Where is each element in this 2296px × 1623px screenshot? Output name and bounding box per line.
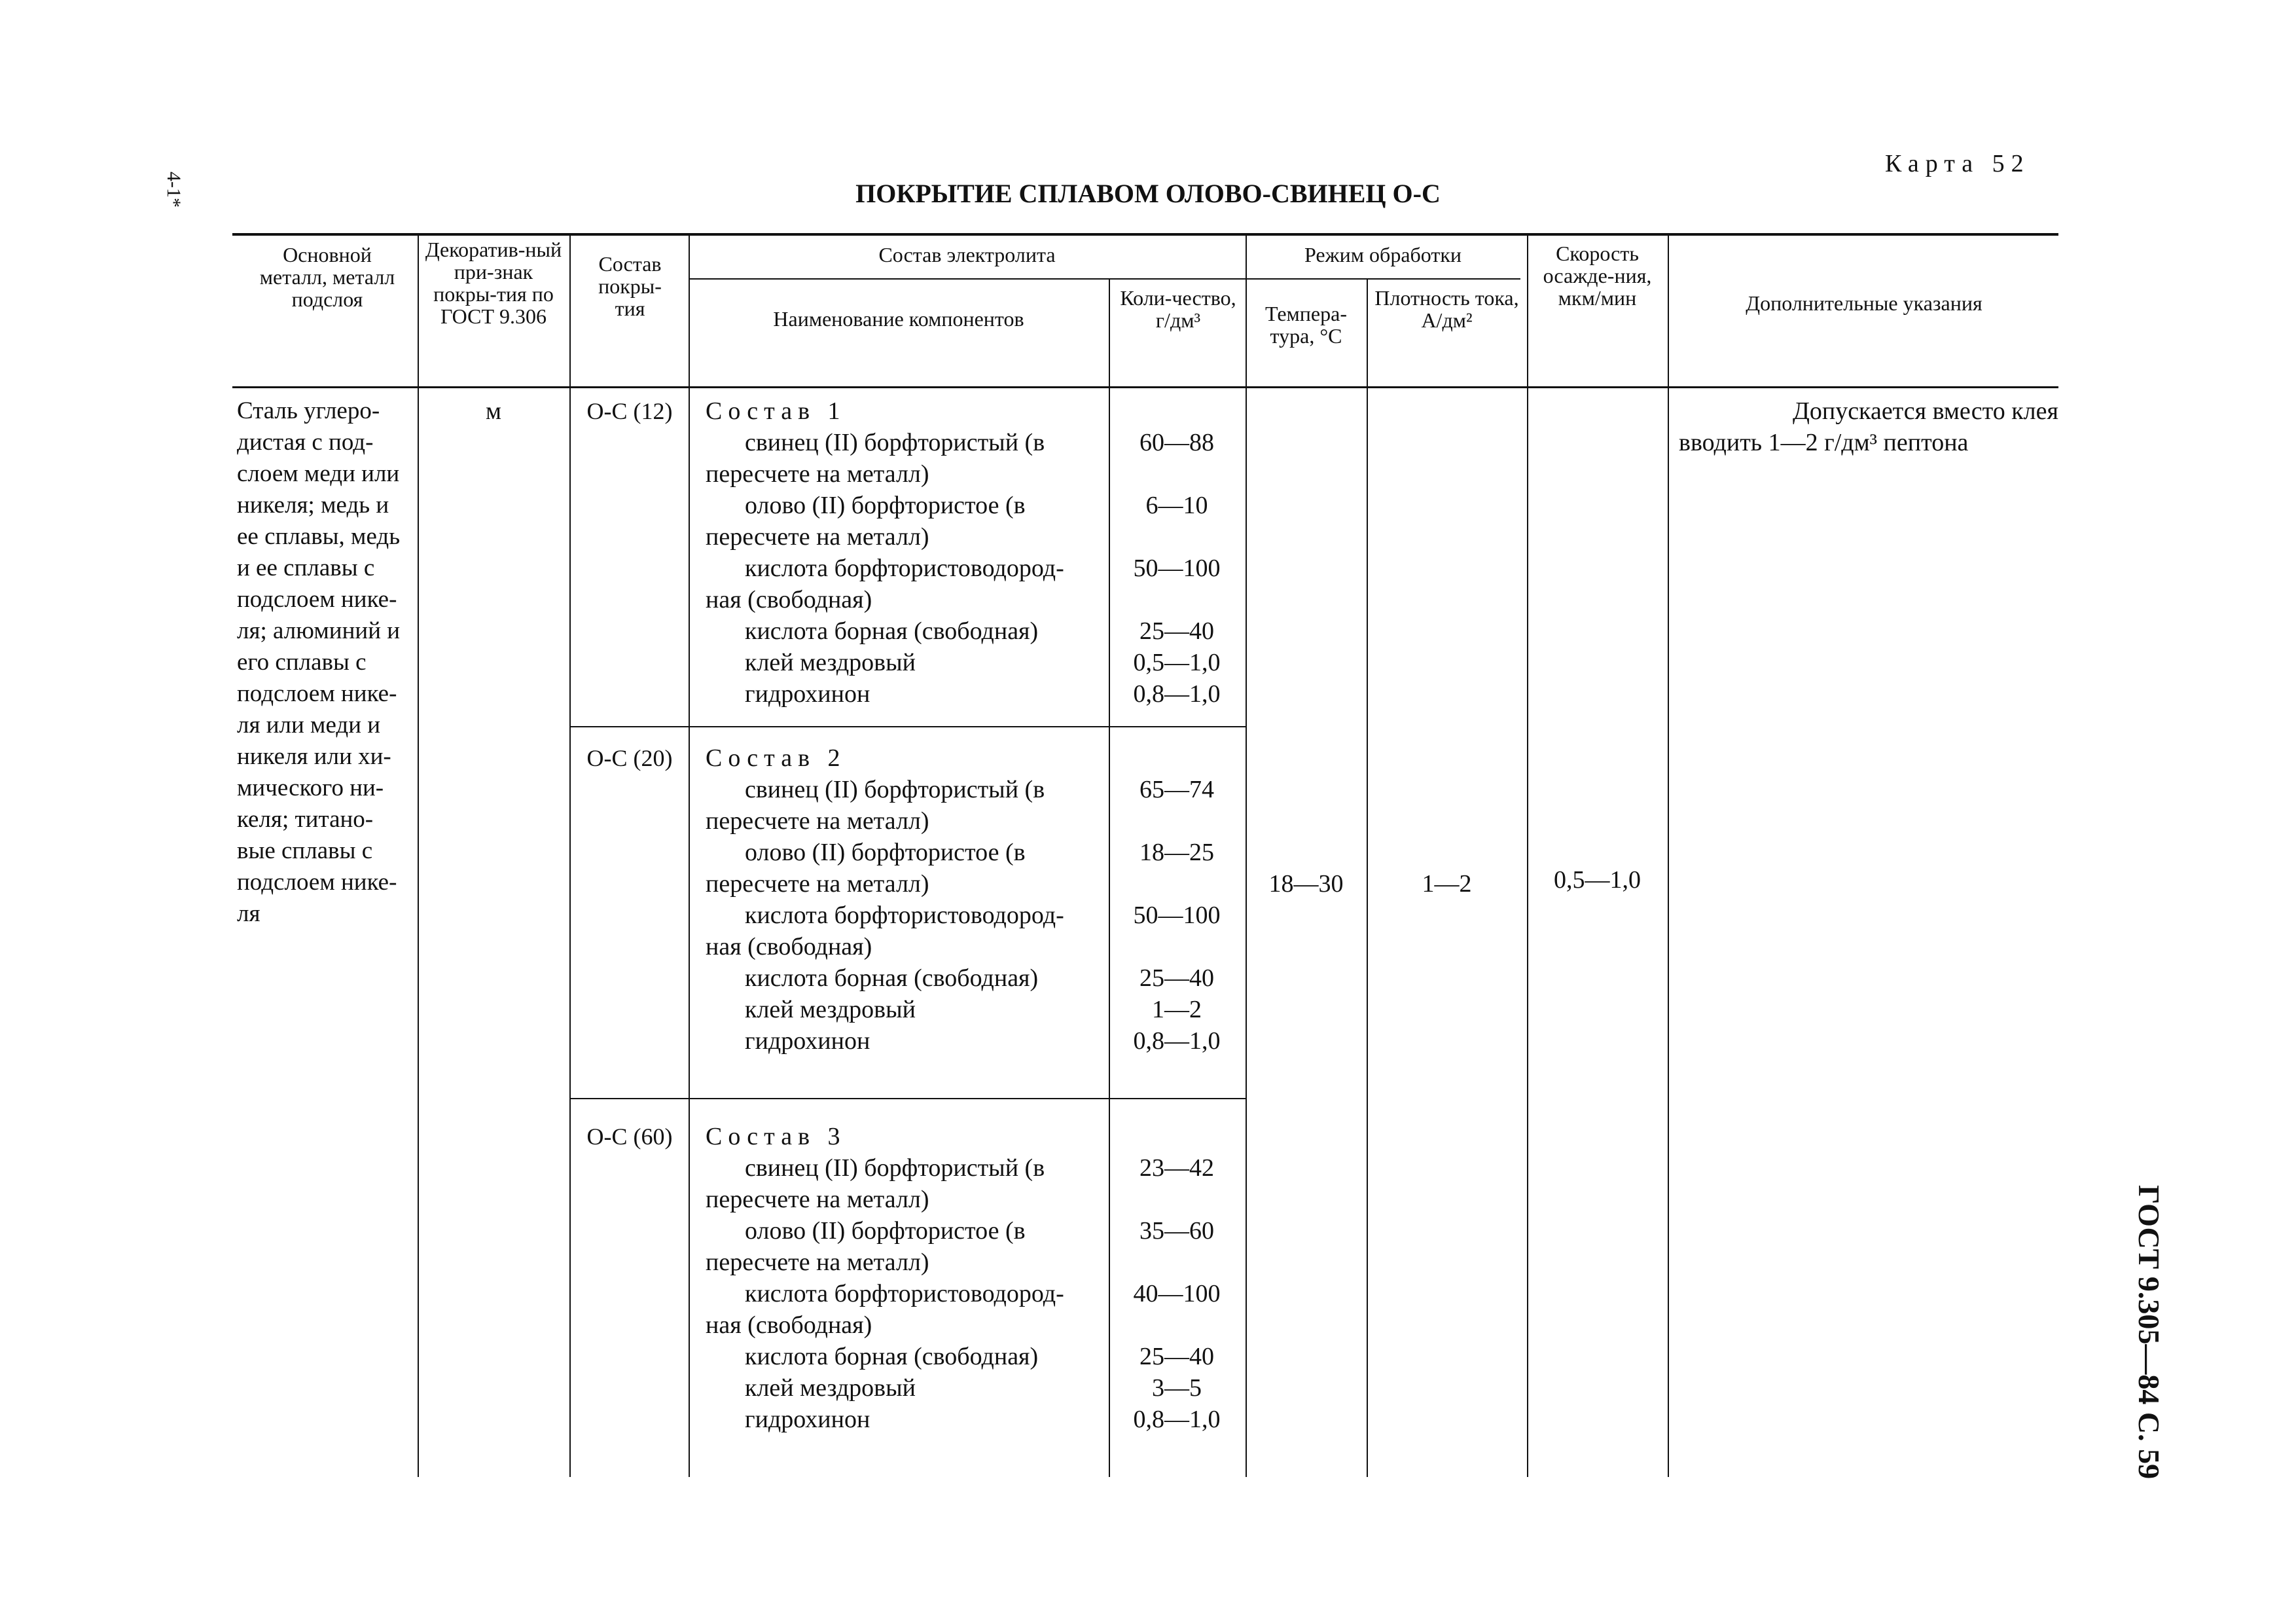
header-base-metal: Основной металл, металл подслоя	[259, 243, 395, 311]
header-electrolyte: Состав электролита	[878, 243, 1056, 266]
header-notes: Дополнительные указания	[1746, 291, 1982, 315]
component-line: ная (свободная)	[706, 933, 872, 960]
component-quantity: 40—100	[1133, 1280, 1221, 1307]
component-line: гидрохинон	[745, 1027, 870, 1055]
composition-title: Состав 1	[706, 397, 846, 425]
component-line: пересчете на металл)	[706, 870, 929, 898]
column-rule-4	[1109, 278, 1110, 1477]
header-bottom-rule	[232, 386, 2058, 388]
base-metal-line: келя; титано-	[237, 806, 374, 833]
coating-code: О-С (20)	[586, 745, 673, 771]
component-line: олово (II) борфтористое (в	[745, 492, 1026, 519]
component-line: кислота борфтористоводород-	[745, 1280, 1064, 1307]
component-line: кислота борная (свободная)	[745, 617, 1039, 645]
component-line: пересчете на металл)	[706, 1186, 929, 1213]
group-separator-2	[569, 1098, 1246, 1099]
column-rule-6	[1367, 278, 1368, 1477]
base-metal-line: и ее сплавы с	[237, 555, 375, 581]
page-title: ПОКРЫТИЕ СПЛАВОМ ОЛОВО-СВИНЕЦ О-С	[855, 179, 1441, 208]
column-rule-3	[689, 233, 690, 1477]
component-line: ная (свободная)	[706, 586, 872, 613]
column-rule-7	[1527, 233, 1528, 1477]
note-line: Допускается вместо клея	[1792, 397, 2058, 425]
composition-title: Состав 3	[706, 1123, 846, 1150]
component-quantity: 3—5	[1152, 1374, 1202, 1402]
header-density: Плотность тока, А/дм²	[1374, 286, 1519, 332]
component-line: ная (свободная)	[706, 1311, 872, 1339]
coating-code: О-С (12)	[586, 398, 673, 424]
base-metal-line: мического ни-	[237, 775, 384, 801]
header-decorative: Декоратив-ный при-знак покры-тия по ГОСТ 9.306	[425, 238, 562, 328]
electrolyte-subheader-rule	[689, 278, 1246, 280]
component-quantity: 25—40	[1139, 617, 1214, 645]
component-line: кислота борфтористоводород-	[745, 902, 1064, 929]
column-rule-1	[418, 233, 419, 1477]
component-line: кислота борфтористоводород-	[745, 555, 1064, 582]
component-line: пересчете на металл)	[706, 1249, 929, 1276]
component-quantity: 0,8—1,0	[1133, 680, 1221, 708]
header-temperature: Темпера-тура, °С	[1265, 302, 1347, 348]
base-metal-line: ее сплавы, медь	[237, 523, 401, 550]
component-quantity: 1—2	[1152, 996, 1202, 1023]
component-quantity: 35—60	[1139, 1217, 1214, 1245]
base-metal-line: подслоем нике-	[237, 586, 397, 613]
component-quantity: 0,8—1,0	[1133, 1027, 1221, 1055]
base-metal-line: никеля; медь и	[237, 492, 389, 519]
base-metal-line: Сталь углеро-	[237, 397, 380, 424]
card-label: Карта 52	[1885, 150, 2030, 177]
deposition-speed-value: 0,5—1,0	[1554, 866, 1641, 894]
header-mode: Режим обработки	[1304, 243, 1462, 266]
base-metal-line: дистая с под-	[237, 429, 374, 456]
component-quantity: 50—100	[1133, 902, 1221, 929]
base-metal-line: подслоем нике-	[237, 680, 397, 707]
column-rule-2	[569, 233, 571, 1477]
base-metal-line: подслоем нике-	[237, 869, 397, 896]
temperature-value: 18—30	[1268, 870, 1344, 898]
base-metal-line: слоем меди или	[237, 460, 400, 487]
component-line: пересчете на металл)	[706, 523, 929, 551]
header-quantity: Коли-чество, г/дм³	[1120, 286, 1236, 332]
group-separator-1	[569, 726, 1246, 727]
component-quantity: 6—10	[1145, 492, 1208, 519]
mode-subheader-rule	[1246, 278, 1520, 280]
component-line: пересчете на металл)	[706, 807, 929, 835]
component-line: свинец (II) борфтористый (в	[745, 429, 1045, 456]
component-quantity: 18—25	[1139, 839, 1214, 866]
component-line: кислота борная (свободная)	[745, 964, 1039, 992]
component-quantity: 50—100	[1133, 555, 1221, 582]
component-line: пересчете на металл)	[706, 460, 929, 488]
base-metal-line: вые сплавы с	[237, 837, 373, 864]
component-quantity: 60—88	[1139, 429, 1214, 456]
standard-reference: ГОСТ 9.305—84 С. 59	[2132, 1185, 2166, 1480]
component-quantity: 23—42	[1139, 1154, 1214, 1182]
component-line: кислота борная (свободная)	[745, 1343, 1039, 1370]
header-speed: Скорость осажде-ния, мкм/мин	[1543, 242, 1652, 310]
base-metal-line: ля	[237, 900, 260, 927]
current-density-value: 1—2	[1422, 870, 1472, 898]
component-quantity: 65—74	[1139, 776, 1214, 803]
component-line: гидрохинон	[745, 680, 870, 708]
base-metal-line: никеля или хи-	[237, 743, 391, 770]
component-quantity: 25—40	[1139, 964, 1214, 992]
decorative-mark: м	[485, 397, 502, 425]
component-line: свинец (II) борфтористый (в	[745, 1154, 1045, 1182]
column-rule-5	[1246, 233, 1247, 1477]
column-rule-8	[1668, 233, 1669, 1477]
component-line: клей мездровый	[745, 996, 916, 1023]
component-quantity: 0,8—1,0	[1133, 1406, 1221, 1433]
component-quantity: 25—40	[1139, 1343, 1214, 1370]
base-metal-line: ля; алюминий и	[237, 617, 401, 644]
component-line: гидрохинон	[745, 1406, 870, 1433]
note-line: вводить 1—2 г/дм³ пептона	[1679, 429, 1969, 456]
component-quantity: 0,5—1,0	[1133, 649, 1221, 676]
component-line: олово (II) борфтористое (в	[745, 1217, 1026, 1245]
header-coating: Состав покры-тия	[598, 252, 662, 320]
component-line: клей мездровый	[745, 649, 916, 676]
composition-title: Состав 2	[706, 744, 846, 772]
header-components: Наименование компонентов	[773, 307, 1024, 331]
coating-code: О-С (60)	[586, 1123, 673, 1150]
component-line: свинец (II) борфтористый (в	[745, 776, 1045, 803]
component-line: олово (II) борфтористое (в	[745, 839, 1026, 866]
component-line: клей мездровый	[745, 1374, 916, 1402]
table-top-rule	[232, 233, 2058, 236]
sheet-mark: 4-1*	[163, 172, 185, 208]
base-metal-line: ля или меди и	[237, 712, 381, 739]
base-metal-line: его сплавы с	[237, 649, 367, 676]
